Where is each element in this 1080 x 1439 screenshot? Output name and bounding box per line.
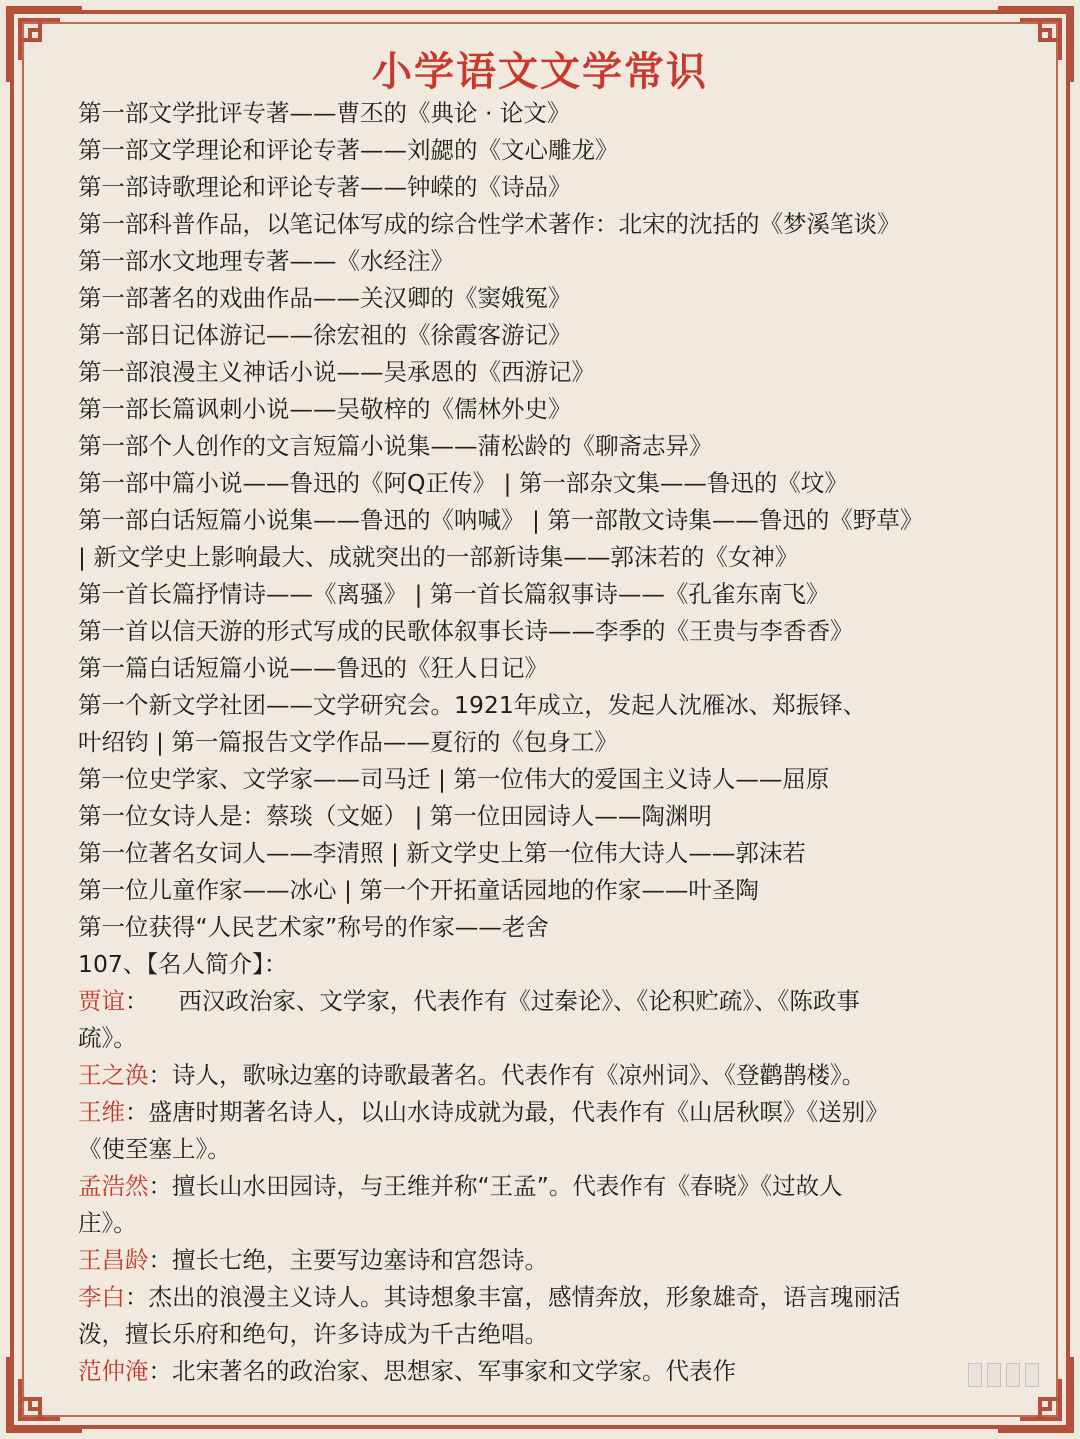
text-line: 第一部水文地理专著——《水经注》 <box>78 247 454 275</box>
bio-jia-yi: 贾谊： 西汉政治家、文学家，代表作有《过秦论》、《论积贮疏》、《陈政事 <box>78 987 860 1015</box>
bio-continuation: 疏》。 <box>78 1024 137 1052</box>
text-line: 第一部浪漫主义神话小说——吴承恩的《西游记》 <box>78 358 595 386</box>
text-line: 第一部中篇小说——鲁迅的《阿Q正传》 | 第一部杂文集——鲁迅的《坟》 <box>78 469 848 497</box>
text-line: 第一位著名女词人——李清照 | 新文学史上第一位伟大诗人——郭沫若 <box>78 839 806 867</box>
bio-li-bai: 李白：杰出的浪漫主义诗人。其诗想象丰富，感情奔放，形象雄奇，语言瑰丽活 <box>78 1283 901 1311</box>
bio-fan-zhongyan: 范仲淹：北宋著名的政治家、思想家、军事家和文学家。代表作 <box>78 1357 736 1385</box>
bio-name: 孟浩然 <box>78 1172 149 1200</box>
text-line: 第一首长篇抒情诗——《离骚》 | 第一首长篇叙事诗——《孔雀东南飞》 <box>78 580 830 608</box>
text-line: 第一部诗歌理论和评论专著——钟嵘的《诗品》 <box>78 173 572 201</box>
text-line: 第一部长篇讽刺小说——吴敬梓的《儒林外史》 <box>78 395 572 423</box>
text-line: 第一部科普作品，以笔记体写成的综合性学术著作：北宋的沈括的《梦溪笔谈》 <box>78 210 901 238</box>
section-heading: 107、【名人简介】： <box>78 950 288 978</box>
text-line: 第一首以信天游的形式写成的民歌体叙事长诗——李季的《王贵与李香香》 <box>78 617 854 645</box>
bio-name: 范仲淹 <box>78 1357 149 1385</box>
bio-name: 王之涣 <box>78 1061 149 1089</box>
bio-name: 贾谊 <box>78 987 125 1015</box>
text-line: 第一部著名的戏曲作品——关汉卿的《窦娥冤》 <box>78 284 572 312</box>
text-line: 第一部文学理论和评论专著——刘勰的《文心雕龙》 <box>78 136 619 164</box>
bio-name: 王昌龄 <box>78 1246 149 1274</box>
bio-wang-wei: 王维：盛唐时期著名诗人，以山水诗成就为最，代表作有《山居秋暝》《送别》 <box>78 1098 889 1126</box>
bio-meng-haoran: 孟浩然：擅长山水田园诗，与王维并称“王孟”。代表作有《春晓》《过故人 <box>78 1172 843 1200</box>
text-line: 第一部文学批评专著——曹丕的《典论 · 论文》 <box>78 99 571 127</box>
text-line: 第一部白话短篇小说集——鲁迅的《呐喊》 | 第一部散文诗集——鲁迅的《野草》 <box>78 506 924 534</box>
page-title: 小学语文文学常识 <box>372 48 708 95</box>
text-line: 第一部日记体游记——徐宏祖的《徐霞客游记》 <box>78 321 572 349</box>
text-line: 第一个新文学社团——文学研究会。1921年成立，发起人沈雁冰、郑振铎、 <box>78 691 867 719</box>
text-line: 第一位史学家、文学家——司马迁 | 第一位伟大的爱国主义诗人——屈原 <box>78 765 830 793</box>
text-line: 第一篇白话短篇小说——鲁迅的《狂人日记》 <box>78 654 548 682</box>
text-line: 第一位获得“人民艺术家”称号的作家——老舍 <box>78 913 549 941</box>
text-line: 第一位女诗人是：蔡琰（文姬） | 第一位田园诗人——陶渊明 <box>78 802 712 830</box>
content-body <box>78 95 1023 1390</box>
text-line: 叶绍钧 | 第一篇报告文学作品——夏衍的《包身工》 <box>78 728 618 756</box>
bio-name: 李白 <box>78 1283 125 1311</box>
bio-continuation: 《使至塞上》。 <box>78 1135 231 1163</box>
text-line: | 新文学史上影响最大、成就突出的一部新诗集——郭沫若的《女神》 <box>78 543 799 571</box>
bio-continuation: 庄》。 <box>78 1209 137 1237</box>
text-line: 第一部个人创作的文言短篇小说集——蒲松龄的《聊斋志异》 <box>78 432 713 460</box>
text-line: 第一位儿童作家——冰心 | 第一个开拓童话园地的作家——叶圣陶 <box>78 876 759 904</box>
bio-name: 王维 <box>78 1098 125 1126</box>
bio-wang-zhihuan: 王之涣：诗人，歌咏边塞的诗歌最著名。代表作有《凉州词》、《登鹳鹊楼》。 <box>78 1061 866 1089</box>
watermark-icon <box>968 1363 1039 1387</box>
bio-continuation: 泼，擅长乐府和绝句，许多诗成为千古绝唱。 <box>78 1320 548 1348</box>
bio-wang-changling: 王昌龄：擅长七绝，主要写边塞诗和宫怨诗。 <box>78 1246 548 1274</box>
